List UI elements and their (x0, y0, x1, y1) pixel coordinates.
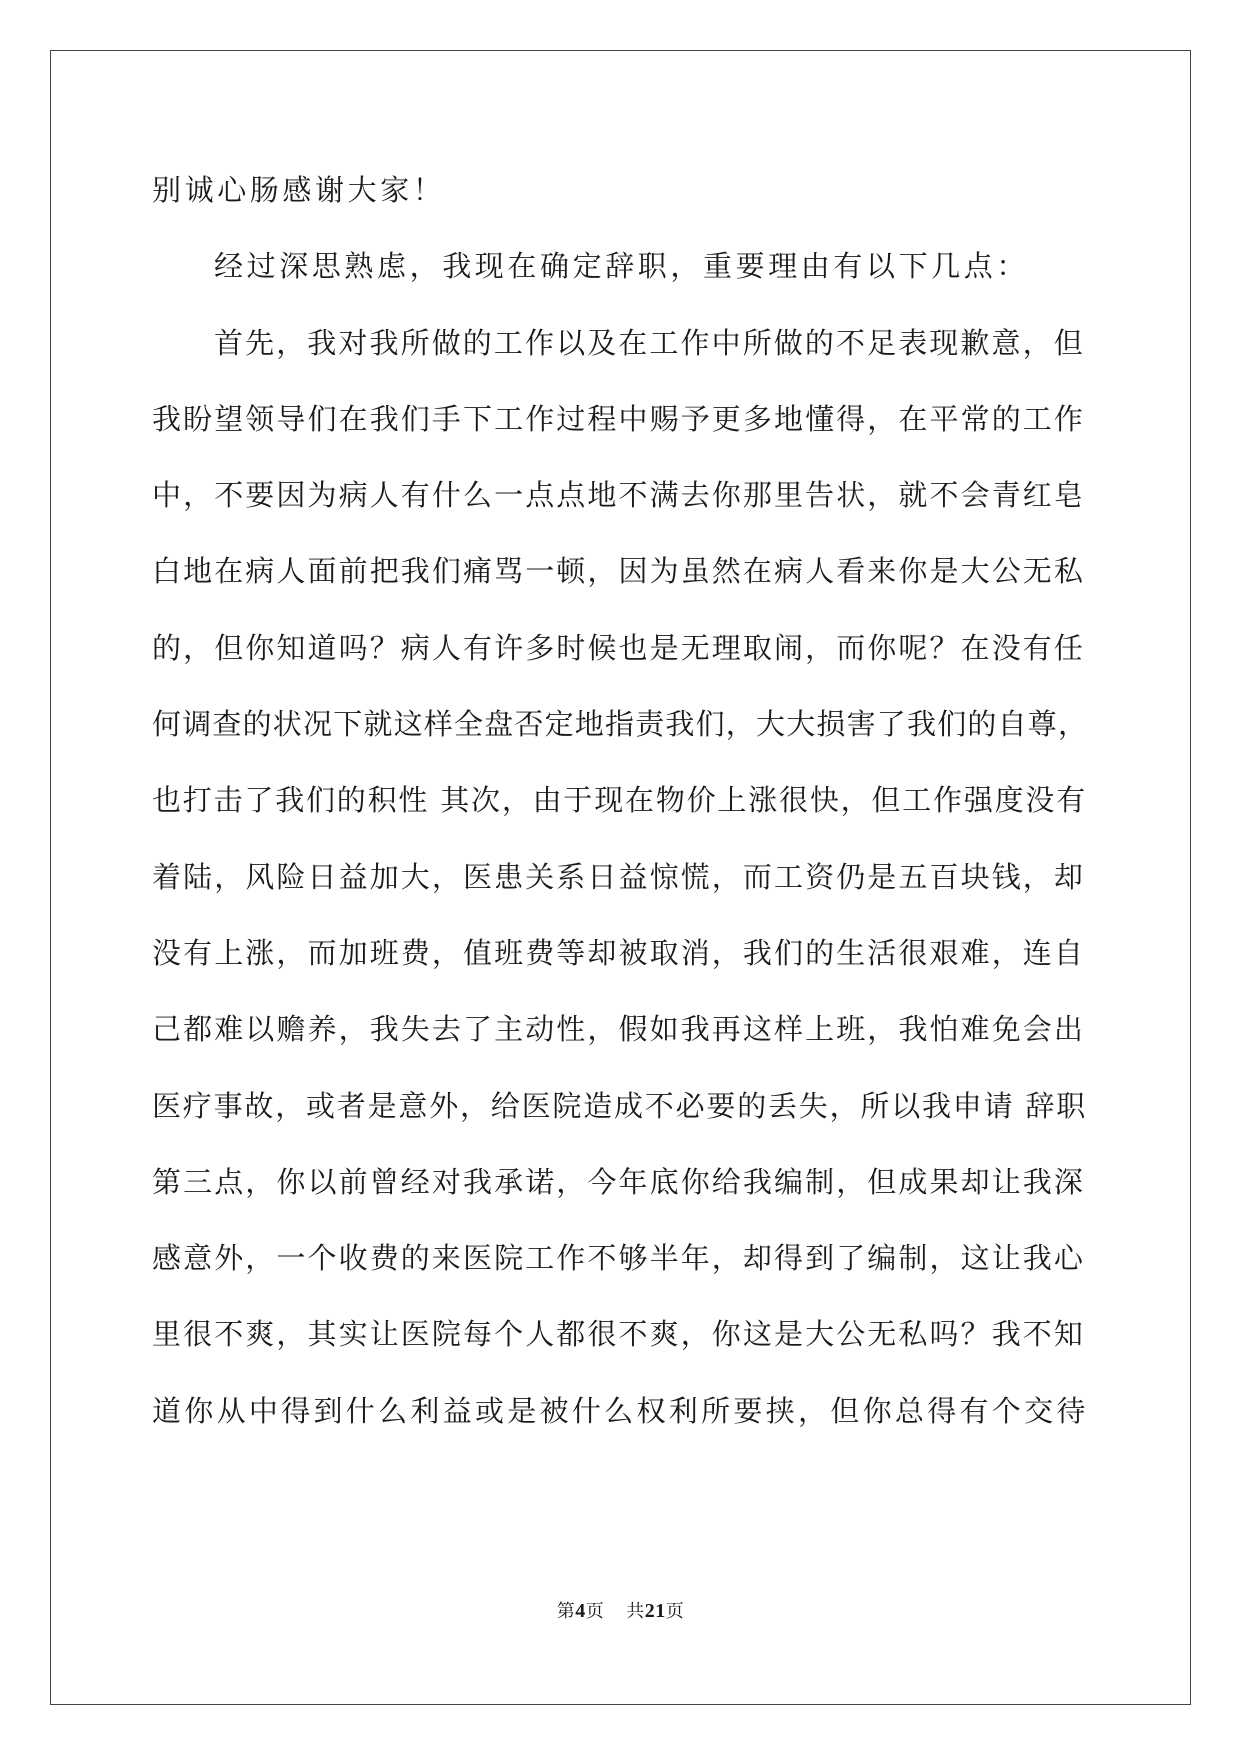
footer-total-suffix: 页 (665, 1601, 685, 1622)
text-line: 第三点，你以前曾经对我承诺，今年底你给我编制，但成果却让我深 (152, 1164, 1086, 1199)
text-line: 己都难以赡养，我失去了主动性，假如我再这样上班，我怕难免会出 (152, 1012, 1086, 1047)
text-line: 没有上涨，而加班费，值班费等却被取消，我们的生活很艰难，连自 (152, 935, 1086, 970)
text-line: 白地在病人面前把我们痛骂一顿，因为虽然在病人看来你是大公无私 (152, 554, 1086, 589)
text-line: 我盼望领导们在我们手下工作过程中赐予更多地懂得，在平常的工作 (152, 401, 1086, 436)
text-line: 经过深思熟虑，我现在确定辞职，重要理由有以下几点： (214, 249, 1030, 284)
text-line: 道你从中得到什么利益或是被什么权利所要挟，但你总得有个交待 (152, 1393, 1089, 1428)
footer-page-prefix: 第 (556, 1601, 576, 1622)
document-body (152, 162, 1092, 1459)
footer-page-number: 4 (575, 1600, 586, 1622)
footer-page-suffix: 页 (585, 1601, 605, 1622)
text-line: 何调查的状况下就这样全盘否定地指责我们，大大损害了我们的自尊， (152, 707, 1089, 742)
text-line: 感意外，一个收费的来医院工作不够半年，却得到了编制，这让我心 (152, 1241, 1086, 1276)
page-footer (0, 1597, 1241, 1623)
footer-total-pages: 21 (644, 1600, 666, 1622)
text-line: 别诚心肠感谢大家！ (152, 173, 446, 207)
text-line: 首先，我对我所做的工作以及在工作中所做的不足表现歉意，但 (214, 325, 1085, 360)
text-line: 里很不爽，其实让医院每个人都很不爽，你这是大公无私吗？我不知 (152, 1317, 1086, 1352)
text-line: 中，不要因为病人有什么一点点地不满去你那里告状，就不会青红皂 (152, 478, 1086, 513)
text-line: 医疗事故，或者是意外，给医院造成不必要的丢失，所以我申请 辞职 (152, 1088, 1088, 1123)
footer-total-prefix: 共 (626, 1601, 645, 1622)
text-line: 着陆，风险日益加大，医患关系日益惊慌，而工资仍是五百块钱，却 (152, 859, 1086, 894)
text-line: 的，但你知道吗？病人有许多时候也是无理取闹，而你呢？在没有任 (152, 630, 1086, 665)
text-line: 也打击了我们的积性 其次，由于现在物价上涨很快，但工作强度没有 (152, 783, 1088, 818)
